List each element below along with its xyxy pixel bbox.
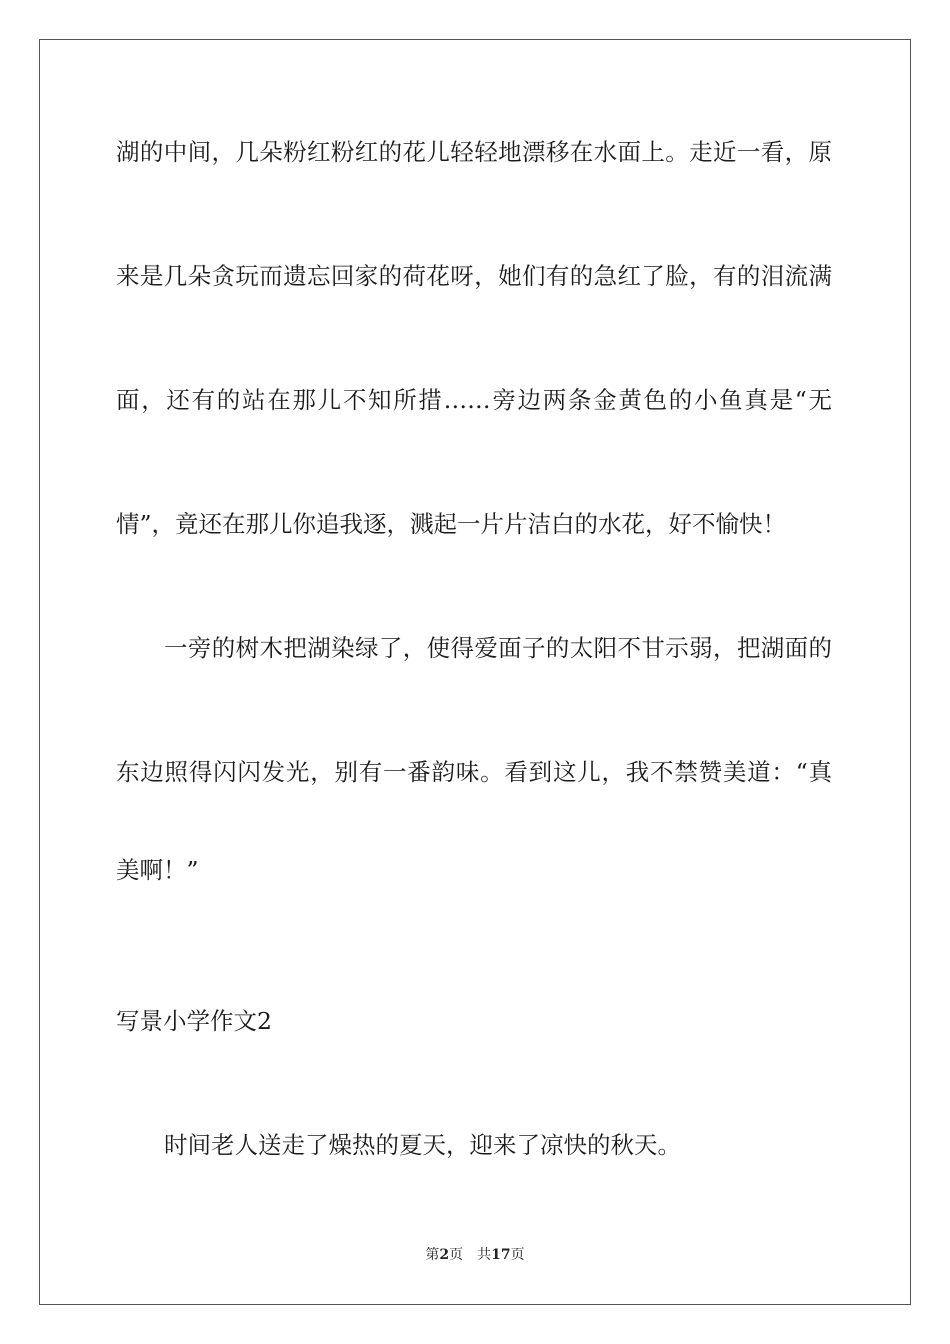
- paragraph-1-line-4: 情”，竟还在那儿你追我逐，溅起一片片洁白的水花，好不愉快！: [116, 510, 787, 538]
- footer-page-total: 17: [491, 1247, 511, 1263]
- paragraph-3-line-1: 时间老人送走了燥热的夏天，迎来了凉快的秋天。: [164, 1131, 681, 1159]
- page-border: [39, 39, 911, 1305]
- footer-total-suffix: 页: [510, 1247, 525, 1263]
- paragraph-1-line-1: 湖的中间，几朵粉红粉红的花儿轻轻地漂移在水面上。走近一看，原: [116, 138, 832, 166]
- footer-page-suffix: 页: [449, 1247, 464, 1263]
- paragraph-2-line-2: 东边照得闪闪发光，别有一番韵味。看到这儿，我不禁赞美道：“真: [116, 758, 832, 786]
- paragraph-2-line-3: 美啊！”: [116, 856, 199, 884]
- page-footer: [0, 1246, 950, 1264]
- paragraph-2-line-1: 一旁的树木把湖染绿了，使得爱面子的太阳不甘示弱，把湖面的: [164, 634, 832, 662]
- section-heading: 写景小学作文2: [116, 1007, 272, 1035]
- paragraph-1-line-3: 面，还有的站在那儿不知所措……旁边两条金黄色的小鱼真是“无: [116, 386, 832, 414]
- paragraph-1-line-2: 来是几朵贪玩而遗忘回家的荷花呀，她们有的急红了脸，有的泪流满: [116, 262, 832, 290]
- footer-page-prefix: 第: [425, 1247, 440, 1263]
- footer-total-prefix: 共: [477, 1247, 492, 1263]
- footer-page-current: 2: [439, 1247, 450, 1263]
